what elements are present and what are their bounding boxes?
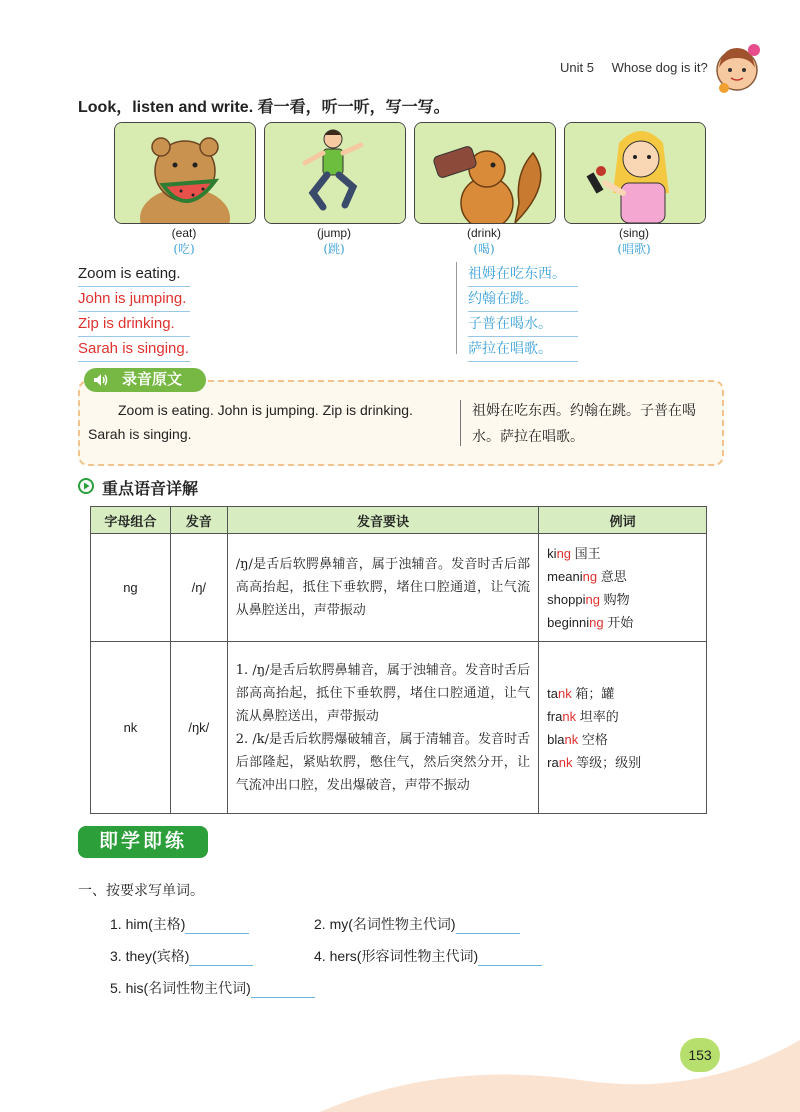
example-word: rank 等级；级别	[547, 754, 642, 770]
caption-zh: (喝)	[473, 242, 495, 256]
table-row	[91, 534, 707, 642]
answer-blank[interactable]	[456, 919, 520, 934]
boy-jumping-icon	[264, 122, 406, 224]
page-number: 153	[680, 1038, 720, 1072]
answers-english	[78, 262, 438, 362]
recording-text-en: Zoom is eating. John is jumping. Zip is drinking. Sarah is singing.	[88, 402, 413, 442]
question-label: 1. him(主格)	[110, 916, 186, 932]
letter-combo: nk	[91, 642, 171, 814]
decorative-wave	[320, 1020, 800, 1112]
pronunciation-tips: /ŋ/是舌后软腭鼻辅音，属于浊辅音。发音时舌后部高高抬起，抵住下垂软腭，堵住口腔通道，让气流从鼻腔送出，声带振动	[227, 534, 538, 642]
example-word: king 国王	[547, 545, 601, 561]
example-words	[539, 642, 707, 814]
picture-row	[114, 122, 704, 256]
caption-en: (jump)	[316, 226, 351, 240]
bear-eating-watermelon-icon	[114, 122, 256, 224]
question-item	[314, 946, 542, 966]
tip-item: 2. /k/是舌后软腭爆破辅音，属于清辅音。发音时舌后部隆起，紧贴软腭，憋住气，然后突然分开，让气流冲出口腔，发出爆破音，声带不振动	[235, 731, 531, 793]
play-circle-icon	[78, 478, 94, 494]
table-header: 例词	[539, 507, 707, 534]
caption-zh: (跳)	[323, 242, 345, 256]
example-word: beginning 开始	[547, 614, 634, 630]
question-label: 5. his(名词性物主代词)	[110, 980, 251, 996]
caption-en: (sing)	[618, 226, 649, 240]
table-header-row	[91, 507, 707, 534]
squirrel-drinking-icon	[414, 122, 556, 224]
exercise-title: 一、按要求写单词。	[78, 882, 204, 898]
answer-line: John is jumping.	[78, 287, 190, 312]
answer-line: Zip is drinking.	[78, 312, 190, 337]
pronunciation-tips	[227, 642, 538, 814]
question-label: 3. they(宾格)	[110, 948, 190, 964]
answer-line-zh: 子普在喝水。	[468, 312, 578, 337]
phonetic-symbol: /ŋk/	[170, 642, 227, 814]
caption-drink	[414, 226, 554, 257]
question-label: 2. my(名词性物主代词)	[314, 916, 456, 932]
caption-sing	[564, 226, 704, 257]
table-header: 发音要诀	[227, 507, 538, 534]
example-word: meaning 意思	[547, 568, 627, 584]
question-item	[110, 946, 253, 966]
unit-header	[560, 60, 722, 75]
key-points-title: 重点语音详解	[102, 481, 199, 498]
question-label: 4. hers(形容词性物主代词)	[314, 948, 479, 964]
example-word: tank 箱；罐	[547, 685, 615, 701]
table-header: 发音	[170, 507, 227, 534]
unit-label: Unit 5	[560, 60, 594, 75]
phonics-table	[90, 506, 707, 814]
caption-eat	[114, 226, 254, 257]
recording-badge-label: 录音原文	[122, 371, 183, 388]
caption-en: (eat)	[171, 226, 197, 240]
answer-line-zh: 萨拉在唱歌。	[468, 337, 578, 362]
tip-item: 1. /ŋ/是舌后软腭鼻辅音，属于浊辅音。发音时舌后部高高抬起，抵住下垂软腭，堵住口腔通道，让气流从鼻腔送出，声带振动	[235, 662, 531, 724]
practice-badge: 即学即练	[78, 826, 208, 858]
example-word: blank 空格	[547, 731, 608, 747]
caption-zh: (吃)	[173, 242, 195, 256]
caption-jump	[264, 226, 404, 257]
letter-combo: ng	[91, 534, 171, 642]
answer-blank[interactable]	[251, 983, 315, 998]
answer-blank[interactable]	[478, 951, 542, 966]
recording-divider	[460, 400, 461, 446]
speaker-icon	[92, 371, 110, 389]
answer-line-zh: 约翰在跳。	[468, 287, 578, 312]
question-item	[314, 914, 520, 934]
answers-chinese	[468, 262, 578, 362]
look-listen-title: Look，listen and write. 看一看，听一听，写一写。	[78, 99, 450, 116]
recording-badge[interactable]	[84, 368, 206, 392]
example-words	[539, 534, 707, 642]
table-header: 字母组合	[91, 507, 171, 534]
lesson-title: Whose dog is it?	[611, 60, 708, 75]
answer-line: Sarah is singing.	[78, 337, 190, 362]
caption-zh: (唱歌)	[617, 242, 651, 256]
table-row	[91, 642, 707, 814]
answer-blank[interactable]	[189, 951, 253, 966]
girl-singing-icon	[564, 122, 706, 224]
answer-line-zh: 祖姆在吃东西。	[468, 262, 578, 287]
answer-blank[interactable]	[185, 919, 249, 934]
answer-line: Zoom is eating.	[78, 262, 190, 287]
recording-text-zh: 祖姆在吃东西。约翰在跳。子普在喝水。萨拉在唱歌。	[472, 403, 696, 445]
question-item	[110, 914, 249, 934]
phonetic-symbol: /ŋ/	[170, 534, 227, 642]
question-item	[110, 978, 315, 998]
caption-en: (drink)	[466, 226, 501, 240]
girl-mascot-icon	[712, 40, 762, 96]
answers-divider	[456, 262, 457, 354]
example-word: shopping 购物	[547, 591, 630, 607]
example-word: frank 坦率的	[547, 708, 619, 724]
